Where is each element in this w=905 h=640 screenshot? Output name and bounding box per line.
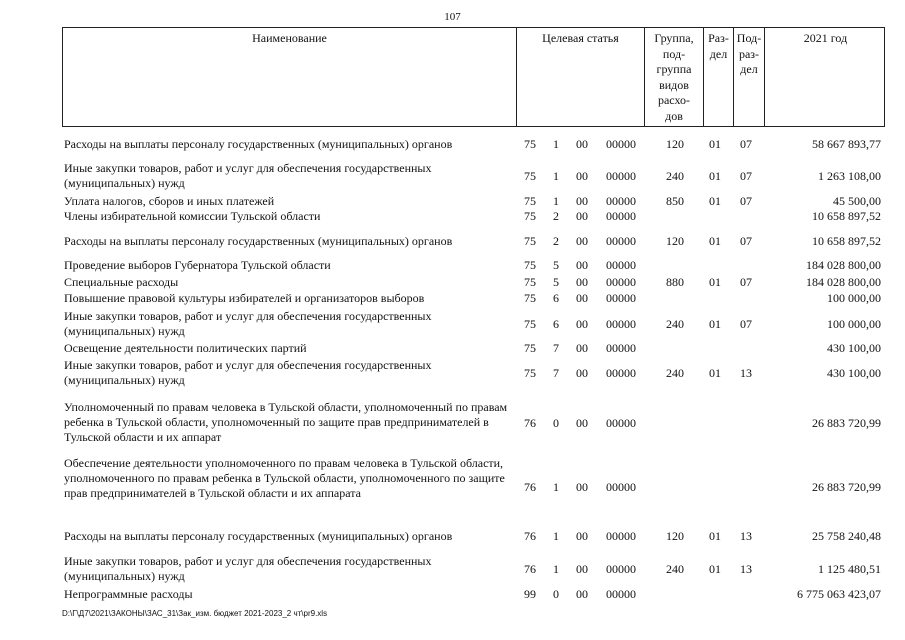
row-name: Уплата налогов, сборов и иных платежей bbox=[64, 194, 275, 208]
row-code-1: 75 bbox=[524, 317, 536, 331]
row-code-1: 76 bbox=[524, 529, 536, 543]
header-subsection: Под- раз- дел bbox=[733, 28, 764, 126]
row-code-3: 00 bbox=[576, 258, 588, 272]
row-code-4: 00000 bbox=[606, 366, 636, 380]
row-name: Иные закупки товаров, работ и услуг для обеспечения государственных (муниципальных) нужд bbox=[64, 358, 432, 387]
row-amount: 100 000,00 bbox=[827, 317, 881, 331]
row-subsection: 13 bbox=[740, 562, 752, 576]
row-code-4: 00000 bbox=[606, 341, 636, 355]
row-code-2: 7 bbox=[553, 341, 559, 355]
row-code-2: 0 bbox=[553, 587, 559, 601]
row-amount: 100 000,00 bbox=[827, 291, 881, 305]
row-code-1: 75 bbox=[524, 234, 536, 248]
table-header bbox=[62, 27, 885, 127]
table-row bbox=[0, 358, 905, 387]
row-amount: 25 758 240,48 bbox=[812, 529, 881, 543]
row-code-3: 00 bbox=[576, 529, 588, 543]
table-row bbox=[0, 309, 905, 338]
row-group: 120 bbox=[666, 529, 684, 543]
row-code-2: 7 bbox=[553, 366, 559, 380]
row-amount: 430 100,00 bbox=[827, 341, 881, 355]
row-amount: 58 667 893,77 bbox=[812, 137, 881, 151]
row-amount: 184 028 800,00 bbox=[806, 275, 881, 289]
row-code-4: 00000 bbox=[606, 587, 636, 601]
row-code-4: 00000 bbox=[606, 169, 636, 183]
row-code-1: 75 bbox=[524, 341, 536, 355]
table-row bbox=[0, 291, 905, 305]
header-expense-group: Группа, под- группа видов расхо- дов bbox=[644, 28, 703, 126]
row-amount: 430 100,00 bbox=[827, 366, 881, 380]
row-code-2: 2 bbox=[553, 209, 559, 223]
row-code-2: 1 bbox=[553, 137, 559, 151]
row-code-4: 00000 bbox=[606, 291, 636, 305]
row-code-4: 00000 bbox=[606, 137, 636, 151]
row-name: Непрограммные расходы bbox=[64, 587, 193, 601]
row-code-4: 00000 bbox=[606, 275, 636, 289]
table-row bbox=[0, 554, 905, 583]
row-section: 01 bbox=[709, 529, 721, 543]
row-name: Иные закупки товаров, работ и услуг для обеспечения государственных (муниципальных) нужд bbox=[64, 309, 432, 338]
row-section: 01 bbox=[709, 317, 721, 331]
row-name: Обеспечение деятельности уполномоченного по правам человека в Тульской области, уполномоченного по правам ребенка в Тульской области, уполномоченного по защите прав предпринимателей в Тульской области и их аппарата bbox=[64, 456, 505, 500]
row-code-2: 1 bbox=[553, 562, 559, 576]
row-code-2: 5 bbox=[553, 258, 559, 272]
table-row bbox=[0, 234, 905, 248]
row-subsection: 13 bbox=[740, 529, 752, 543]
row-code-4: 00000 bbox=[606, 416, 636, 430]
row-code-2: 6 bbox=[553, 317, 559, 331]
row-code-3: 00 bbox=[576, 587, 588, 601]
row-code-4: 00000 bbox=[606, 317, 636, 331]
row-code-4: 00000 bbox=[606, 194, 636, 208]
row-code-3: 00 bbox=[576, 275, 588, 289]
row-code-1: 76 bbox=[524, 416, 536, 430]
row-code-1: 75 bbox=[524, 194, 536, 208]
row-amount: 184 028 800,00 bbox=[806, 258, 881, 272]
row-code-3: 00 bbox=[576, 480, 588, 494]
row-code-3: 00 bbox=[576, 137, 588, 151]
row-code-3: 00 bbox=[576, 562, 588, 576]
header-target-article: Целевая статья bbox=[516, 28, 644, 126]
row-name: Расходы на выплаты персоналу государственных (муниципальных) органов bbox=[64, 234, 453, 248]
table-row bbox=[0, 275, 905, 289]
row-amount: 1 263 108,00 bbox=[818, 169, 881, 183]
row-group: 120 bbox=[666, 234, 684, 248]
row-code-4: 00000 bbox=[606, 562, 636, 576]
row-group: 240 bbox=[666, 317, 684, 331]
row-code-2: 1 bbox=[553, 529, 559, 543]
row-code-3: 00 bbox=[576, 234, 588, 248]
row-name: Специальные расходы bbox=[64, 275, 179, 289]
row-name: Повышение правовой культуры избирателей и организаторов выборов bbox=[64, 291, 425, 305]
table-row bbox=[0, 194, 905, 208]
header-year: 2021 год bbox=[764, 28, 886, 126]
header-name: Наименование bbox=[252, 31, 327, 45]
row-section: 01 bbox=[709, 234, 721, 248]
row-group: 240 bbox=[666, 562, 684, 576]
row-code-3: 00 bbox=[576, 416, 588, 430]
table-row bbox=[0, 209, 905, 223]
row-section: 01 bbox=[709, 194, 721, 208]
row-name: Члены избирательной комиссии Тульской области bbox=[64, 209, 321, 223]
row-name: Освещение деятельности политических партий bbox=[64, 341, 307, 355]
row-section: 01 bbox=[709, 169, 721, 183]
row-code-2: 6 bbox=[553, 291, 559, 305]
row-group: 880 bbox=[666, 275, 684, 289]
row-name: Расходы на выплаты персоналу государственных (муниципальных) органов bbox=[64, 137, 453, 151]
table-row bbox=[0, 529, 905, 543]
row-amount: 45 500,00 bbox=[833, 194, 881, 208]
row-code-1: 75 bbox=[524, 258, 536, 272]
row-code-2: 1 bbox=[553, 194, 559, 208]
row-subsection: 07 bbox=[740, 169, 752, 183]
row-group: 120 bbox=[666, 137, 684, 151]
row-group: 850 bbox=[666, 194, 684, 208]
row-code-3: 00 bbox=[576, 341, 588, 355]
row-code-2: 5 bbox=[553, 275, 559, 289]
header-section: Раз- дел bbox=[703, 28, 733, 126]
row-code-1: 99 bbox=[524, 587, 536, 601]
table-row bbox=[0, 258, 905, 272]
row-amount: 10 658 897,52 bbox=[812, 234, 881, 248]
row-code-4: 00000 bbox=[606, 529, 636, 543]
row-name: Уполномоченный по правам человека в Тульской области, уполномоченный по правам ребенка в Тульской области, уполномоченный по защите прав предпринимателей в Тульской области и их аппарат bbox=[64, 400, 508, 444]
row-subsection: 07 bbox=[740, 275, 752, 289]
row-code-4: 00000 bbox=[606, 209, 636, 223]
row-amount: 26 883 720,99 bbox=[812, 416, 881, 430]
row-code-1: 76 bbox=[524, 480, 536, 494]
row-code-3: 00 bbox=[576, 169, 588, 183]
row-code-4: 00000 bbox=[606, 480, 636, 494]
row-subsection: 07 bbox=[740, 194, 752, 208]
row-subsection: 07 bbox=[740, 317, 752, 331]
row-code-2: 1 bbox=[553, 480, 559, 494]
row-amount: 26 883 720,99 bbox=[812, 480, 881, 494]
row-code-1: 75 bbox=[524, 137, 536, 151]
row-amount: 1 125 480,51 bbox=[818, 562, 881, 576]
row-code-1: 75 bbox=[524, 275, 536, 289]
table-row bbox=[0, 456, 905, 500]
row-code-1: 76 bbox=[524, 562, 536, 576]
row-code-1: 75 bbox=[524, 209, 536, 223]
row-name: Расходы на выплаты персоналу государственных (муниципальных) органов bbox=[64, 529, 453, 543]
row-subsection: 13 bbox=[740, 366, 752, 380]
row-code-3: 00 bbox=[576, 317, 588, 331]
file-path-footer: D:\Г\Д7\2021\ЗАКОНЫ\ЗАС_31\Зак_изм. бюджет 2021-2023_2 чт\pr9.xls bbox=[62, 609, 328, 618]
row-code-3: 00 bbox=[576, 209, 588, 223]
row-code-2: 2 bbox=[553, 234, 559, 248]
page-number: 107 bbox=[444, 11, 461, 23]
row-code-2: 1 bbox=[553, 169, 559, 183]
row-section: 01 bbox=[709, 137, 721, 151]
row-amount: 10 658 897,52 bbox=[812, 209, 881, 223]
row-code-4: 00000 bbox=[606, 258, 636, 272]
row-code-2: 0 bbox=[553, 416, 559, 430]
row-subsection: 07 bbox=[740, 234, 752, 248]
row-section: 01 bbox=[709, 366, 721, 380]
row-code-3: 00 bbox=[576, 366, 588, 380]
table-row bbox=[0, 341, 905, 355]
row-group: 240 bbox=[666, 366, 684, 380]
row-code-1: 75 bbox=[524, 291, 536, 305]
row-name: Иные закупки товаров, работ и услуг для обеспечения государственных (муниципальных) нужд bbox=[64, 554, 432, 583]
row-code-1: 75 bbox=[524, 366, 536, 380]
table-row bbox=[0, 400, 905, 444]
row-code-1: 75 bbox=[524, 169, 536, 183]
row-group: 240 bbox=[666, 169, 684, 183]
row-name: Иные закупки товаров, работ и услуг для обеспечения государственных (муниципальных) нужд bbox=[64, 161, 432, 190]
row-code-3: 00 bbox=[576, 194, 588, 208]
table-row bbox=[0, 161, 905, 190]
row-amount: 6 775 063 423,07 bbox=[797, 587, 881, 601]
row-code-4: 00000 bbox=[606, 234, 636, 248]
table-row bbox=[0, 137, 905, 151]
table-row bbox=[0, 587, 905, 601]
row-name: Проведение выборов Губернатора Тульской области bbox=[64, 258, 331, 272]
row-section: 01 bbox=[709, 275, 721, 289]
row-code-3: 00 bbox=[576, 291, 588, 305]
row-section: 01 bbox=[709, 562, 721, 576]
row-subsection: 07 bbox=[740, 137, 752, 151]
